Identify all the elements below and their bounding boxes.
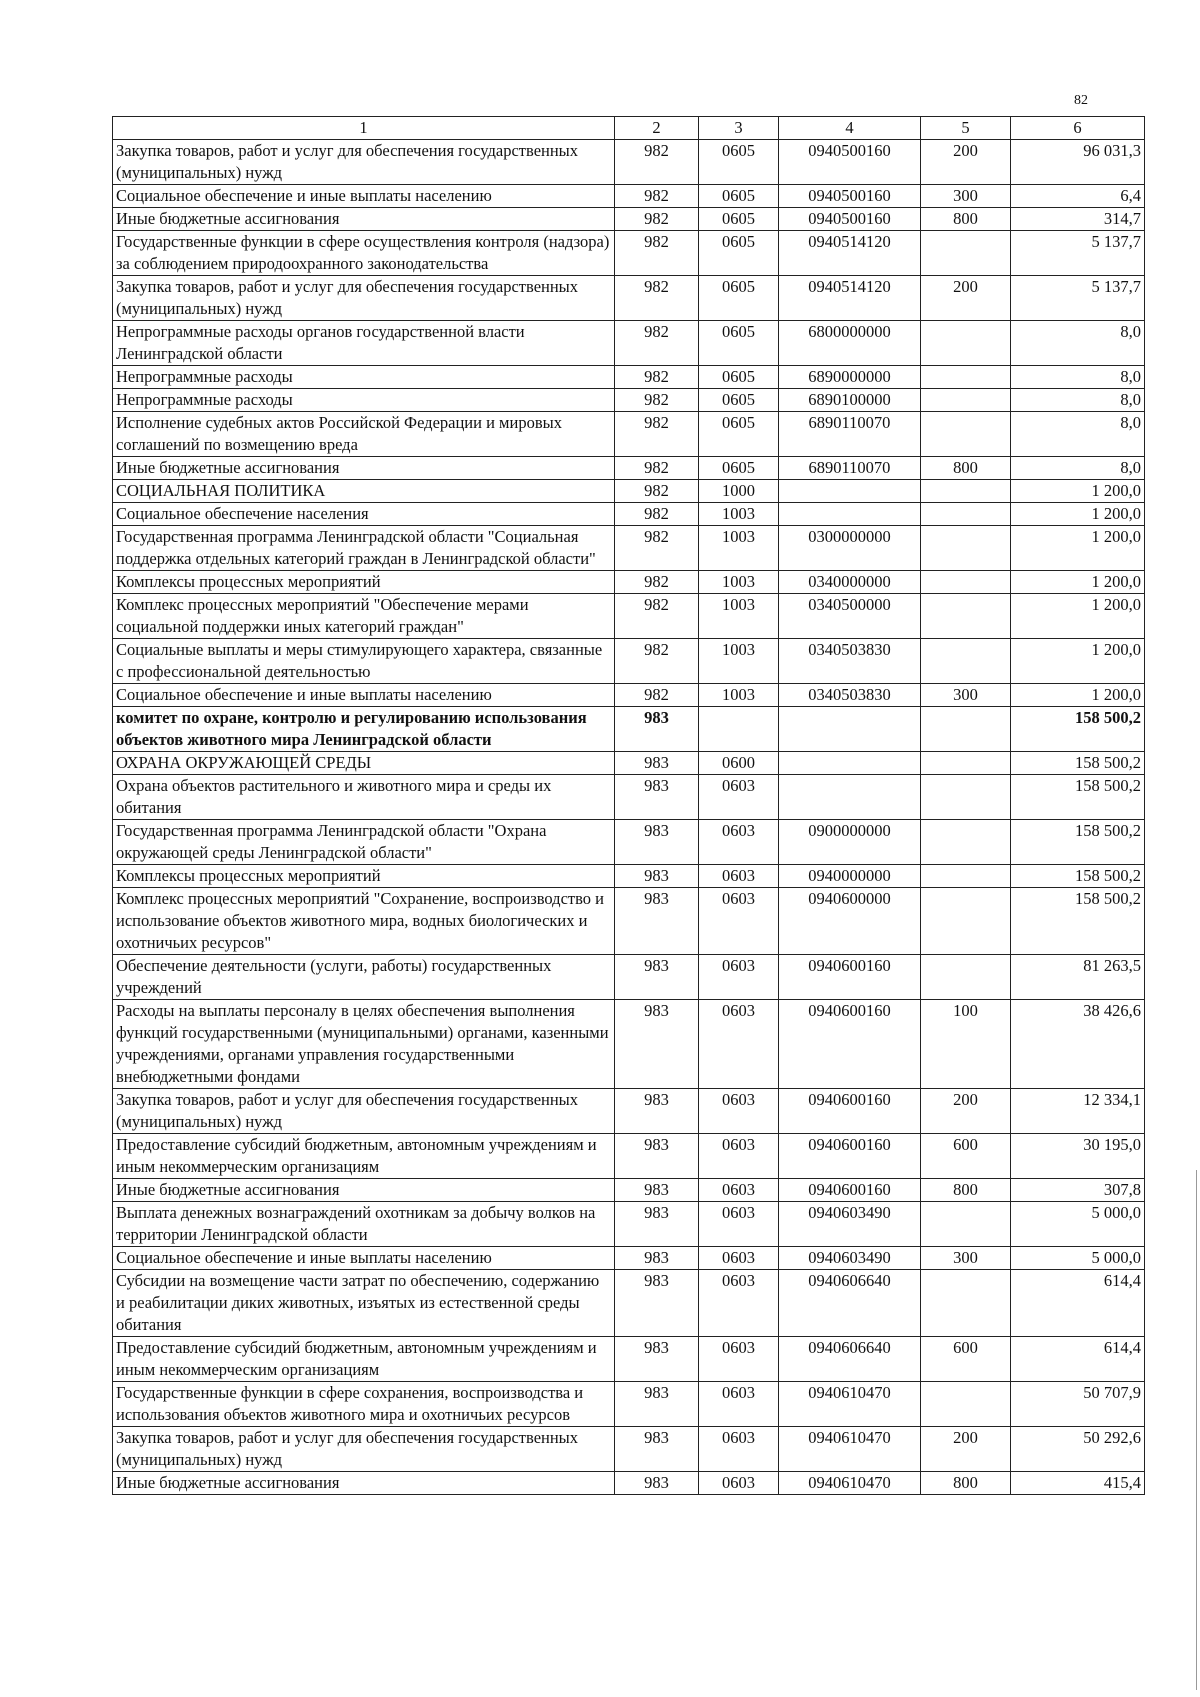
row-article-code-cell: 0940610470 <box>779 1382 921 1427</box>
row-org-code-cell: 982 <box>615 503 699 526</box>
table-row <box>113 185 1145 208</box>
row-org-code-cell: 982 <box>615 526 699 571</box>
row-article-code-cell: 0940514120 <box>779 231 921 276</box>
row-article-code-cell: 0940600160 <box>779 955 921 1000</box>
row-expense-type-cell <box>921 1270 1011 1337</box>
column-header-4: 4 <box>779 117 921 140</box>
row-amount-cell: 1 200,0 <box>1011 684 1145 707</box>
row-section-code-cell: 1003 <box>699 639 779 684</box>
row-section-code-cell: 0603 <box>699 1382 779 1427</box>
row-section-code-cell: 0605 <box>699 389 779 412</box>
row-expense-type-cell <box>921 503 1011 526</box>
row-org-code-cell: 982 <box>615 366 699 389</box>
row-org-code-cell: 982 <box>615 684 699 707</box>
row-org-code-cell: 983 <box>615 752 699 775</box>
row-amount-cell: 8,0 <box>1011 321 1145 366</box>
row-section-code-cell: 0603 <box>699 775 779 820</box>
table-row <box>113 412 1145 457</box>
row-article-code-cell: 0340500000 <box>779 594 921 639</box>
row-article-code-cell: 6890100000 <box>779 389 921 412</box>
row-name-cell: Комплекс процессных мероприятий "Обеспечение мерами социальной поддержки иных категорий граждан" <box>113 594 615 639</box>
row-org-code-cell: 983 <box>615 707 699 752</box>
row-amount-cell: 1 200,0 <box>1011 480 1145 503</box>
row-expense-type-cell: 300 <box>921 185 1011 208</box>
row-org-code-cell: 982 <box>615 276 699 321</box>
row-expense-type-cell: 300 <box>921 1247 1011 1270</box>
row-org-code-cell: 982 <box>615 571 699 594</box>
row-amount-cell: 50 707,9 <box>1011 1382 1145 1427</box>
row-section-code-cell: 0605 <box>699 457 779 480</box>
row-section-code-cell: 0605 <box>699 208 779 231</box>
row-org-code-cell: 982 <box>615 412 699 457</box>
row-article-code-cell: 0340000000 <box>779 571 921 594</box>
row-org-code-cell: 982 <box>615 321 699 366</box>
row-amount-cell: 8,0 <box>1011 366 1145 389</box>
table-row <box>113 865 1145 888</box>
table-row <box>113 1427 1145 1472</box>
row-expense-type-cell <box>921 366 1011 389</box>
row-amount-cell: 614,4 <box>1011 1270 1145 1337</box>
row-org-code-cell: 983 <box>615 1089 699 1134</box>
row-amount-cell: 307,8 <box>1011 1179 1145 1202</box>
row-section-code-cell: 0600 <box>699 752 779 775</box>
row-expense-type-cell: 100 <box>921 1000 1011 1089</box>
row-expense-type-cell: 600 <box>921 1134 1011 1179</box>
row-name-cell: комитет по охране, контролю и регулированию использования объектов животного мира Ленинградской области <box>113 707 615 752</box>
row-article-code-cell: 6890110070 <box>779 457 921 480</box>
table-row <box>113 571 1145 594</box>
table-row <box>113 1089 1145 1134</box>
table-row <box>113 366 1145 389</box>
row-article-code-cell: 0940514120 <box>779 276 921 321</box>
row-section-code-cell: 1003 <box>699 526 779 571</box>
row-section-code-cell: 0605 <box>699 412 779 457</box>
row-amount-cell: 96 031,3 <box>1011 140 1145 185</box>
table-row <box>113 321 1145 366</box>
row-article-code-cell: 0940600160 <box>779 1179 921 1202</box>
row-amount-cell: 158 500,2 <box>1011 820 1145 865</box>
row-name-cell: Социальные выплаты и меры стимулирующего характера, связанные с профессиональной деятельностью <box>113 639 615 684</box>
row-article-code-cell: 6890110070 <box>779 412 921 457</box>
table-row <box>113 684 1145 707</box>
column-header-1: 1 <box>113 117 615 140</box>
row-amount-cell: 38 426,6 <box>1011 1000 1145 1089</box>
row-amount-cell: 50 292,6 <box>1011 1427 1145 1472</box>
row-org-code-cell: 983 <box>615 1270 699 1337</box>
row-section-code-cell: 1003 <box>699 503 779 526</box>
row-section-code-cell: 0605 <box>699 140 779 185</box>
row-name-cell: Государственные функции в сфере сохранения, воспроизводства и использования объектов животного мира и охотничьих ресурсов <box>113 1382 615 1427</box>
row-article-code-cell: 0940606640 <box>779 1337 921 1382</box>
row-article-code-cell: 6800000000 <box>779 321 921 366</box>
row-section-code-cell: 0603 <box>699 1202 779 1247</box>
row-expense-type-cell <box>921 888 1011 955</box>
row-section-code-cell: 0603 <box>699 888 779 955</box>
row-article-code-cell: 0940000000 <box>779 865 921 888</box>
row-article-code-cell <box>779 752 921 775</box>
row-expense-type-cell <box>921 231 1011 276</box>
row-article-code-cell <box>779 775 921 820</box>
row-org-code-cell: 983 <box>615 888 699 955</box>
row-expense-type-cell <box>921 639 1011 684</box>
row-name-cell: СОЦИАЛЬНАЯ ПОЛИТИКА <box>113 480 615 503</box>
row-name-cell: Государственная программа Ленинградской области "Охрана окружающей среды Ленинградской области" <box>113 820 615 865</box>
table-row <box>113 457 1145 480</box>
row-name-cell: Исполнение судебных актов Российской Федерации и мировых соглашений по возмещению вреда <box>113 412 615 457</box>
table-row <box>113 1000 1145 1089</box>
row-expense-type-cell <box>921 1382 1011 1427</box>
table-row <box>113 1270 1145 1337</box>
table-row <box>113 1202 1145 1247</box>
row-org-code-cell: 983 <box>615 955 699 1000</box>
row-section-code-cell <box>699 707 779 752</box>
column-header-5: 5 <box>921 117 1011 140</box>
row-name-cell: Комплекс процессных мероприятий "Сохранение, воспроизводство и использование объектов животного мира, водных биологических и охотничьих ресурсов" <box>113 888 615 955</box>
row-name-cell: Социальное обеспечение и иные выплаты населению <box>113 684 615 707</box>
table-row <box>113 955 1145 1000</box>
row-section-code-cell: 1003 <box>699 594 779 639</box>
row-section-code-cell: 0603 <box>699 1427 779 1472</box>
row-section-code-cell: 0603 <box>699 1472 779 1495</box>
row-amount-cell: 12 334,1 <box>1011 1089 1145 1134</box>
table-row <box>113 820 1145 865</box>
row-article-code-cell: 0940610470 <box>779 1427 921 1472</box>
row-name-cell: Закупка товаров, работ и услуг для обеспечения государственных (муниципальных) нужд <box>113 140 615 185</box>
row-amount-cell: 614,4 <box>1011 1337 1145 1382</box>
row-article-code-cell: 0940600160 <box>779 1000 921 1089</box>
row-expense-type-cell <box>921 480 1011 503</box>
row-org-code-cell: 983 <box>615 1427 699 1472</box>
row-expense-type-cell: 200 <box>921 1427 1011 1472</box>
row-amount-cell: 8,0 <box>1011 457 1145 480</box>
table-row <box>113 231 1145 276</box>
row-amount-cell: 1 200,0 <box>1011 639 1145 684</box>
row-article-code-cell: 0940500160 <box>779 185 921 208</box>
row-article-code-cell: 0340503830 <box>779 684 921 707</box>
table-row <box>113 1134 1145 1179</box>
row-org-code-cell: 983 <box>615 1472 699 1495</box>
header-row <box>113 117 1145 140</box>
row-amount-cell: 1 200,0 <box>1011 594 1145 639</box>
page-number: 82 <box>1074 93 1088 108</box>
row-section-code-cell: 0605 <box>699 366 779 389</box>
row-name-cell: ОХРАНА ОКРУЖАЮЩЕЙ СРЕДЫ <box>113 752 615 775</box>
row-name-cell: Предоставление субсидий бюджетным, автономным учреждениям и иным некоммерческим организациям <box>113 1337 615 1382</box>
row-expense-type-cell <box>921 955 1011 1000</box>
row-org-code-cell: 983 <box>615 1134 699 1179</box>
row-name-cell: Предоставление субсидий бюджетным, автономным учреждениям и иным некоммерческим организациям <box>113 1134 615 1179</box>
row-org-code-cell: 982 <box>615 231 699 276</box>
row-article-code-cell: 0940610470 <box>779 1472 921 1495</box>
row-article-code-cell <box>779 480 921 503</box>
table-row <box>113 707 1145 752</box>
row-org-code-cell: 983 <box>615 1000 699 1089</box>
row-org-code-cell: 982 <box>615 639 699 684</box>
row-name-cell: Субсидии на возмещение части затрат по обеспечению, содержанию и реабилитации диких животных, изъятых из естественной среды обитания <box>113 1270 615 1337</box>
row-org-code-cell: 982 <box>615 480 699 503</box>
row-amount-cell: 158 500,2 <box>1011 752 1145 775</box>
column-header-2: 2 <box>615 117 699 140</box>
row-article-code-cell: 0340503830 <box>779 639 921 684</box>
row-section-code-cell: 1003 <box>699 684 779 707</box>
row-amount-cell: 81 263,5 <box>1011 955 1145 1000</box>
row-amount-cell: 1 200,0 <box>1011 571 1145 594</box>
row-article-code-cell: 0940603490 <box>779 1247 921 1270</box>
row-article-code-cell: 6890000000 <box>779 366 921 389</box>
column-header-3: 3 <box>699 117 779 140</box>
row-article-code-cell <box>779 707 921 752</box>
table-row <box>113 888 1145 955</box>
row-name-cell: Закупка товаров, работ и услуг для обеспечения государственных (муниципальных) нужд <box>113 1427 615 1472</box>
row-name-cell: Расходы на выплаты персоналу в целях обеспечения выполнения функций государственными (муниципальными) органами, казенными учреждениями, органами управления государственными внебюджетными фондами <box>113 1000 615 1089</box>
row-expense-type-cell: 200 <box>921 276 1011 321</box>
row-org-code-cell: 983 <box>615 820 699 865</box>
row-name-cell: Государственная программа Ленинградской области "Социальная поддержка отдельных категорий граждан в Ленинградской области" <box>113 526 615 571</box>
row-name-cell: Охрана объектов растительного и животного мира и среды их обитания <box>113 775 615 820</box>
row-expense-type-cell: 200 <box>921 140 1011 185</box>
row-name-cell: Иные бюджетные ассигнования <box>113 1179 615 1202</box>
row-expense-type-cell <box>921 389 1011 412</box>
row-name-cell: Непрограммные расходы органов государственной власти Ленинградской области <box>113 321 615 366</box>
row-article-code-cell: 0300000000 <box>779 526 921 571</box>
table-row <box>113 594 1145 639</box>
row-section-code-cell: 0605 <box>699 321 779 366</box>
row-amount-cell: 5 137,7 <box>1011 231 1145 276</box>
row-expense-type-cell: 600 <box>921 1337 1011 1382</box>
row-name-cell: Комплексы процессных мероприятий <box>113 865 615 888</box>
row-name-cell: Комплексы процессных мероприятий <box>113 571 615 594</box>
row-amount-cell: 314,7 <box>1011 208 1145 231</box>
table-row <box>113 752 1145 775</box>
row-section-code-cell: 0603 <box>699 1089 779 1134</box>
row-amount-cell: 6,4 <box>1011 185 1145 208</box>
row-name-cell: Иные бюджетные ассигнования <box>113 208 615 231</box>
row-name-cell: Социальное обеспечение населения <box>113 503 615 526</box>
row-article-code-cell: 0900000000 <box>779 820 921 865</box>
row-expense-type-cell <box>921 752 1011 775</box>
row-expense-type-cell <box>921 321 1011 366</box>
row-amount-cell: 5 137,7 <box>1011 276 1145 321</box>
row-amount-cell: 1 200,0 <box>1011 526 1145 571</box>
row-amount-cell: 158 500,2 <box>1011 888 1145 955</box>
scan-edge-mark <box>1196 1170 1197 1690</box>
row-article-code-cell: 0940600160 <box>779 1089 921 1134</box>
row-expense-type-cell: 800 <box>921 1472 1011 1495</box>
table-row <box>113 480 1145 503</box>
row-section-code-cell: 0603 <box>699 820 779 865</box>
row-org-code-cell: 983 <box>615 1382 699 1427</box>
row-section-code-cell: 0603 <box>699 865 779 888</box>
table-row <box>113 1247 1145 1270</box>
row-amount-cell: 8,0 <box>1011 389 1145 412</box>
column-header-6: 6 <box>1011 117 1145 140</box>
table-row <box>113 276 1145 321</box>
table-row <box>113 639 1145 684</box>
row-article-code-cell: 0940603490 <box>779 1202 921 1247</box>
row-article-code-cell: 0940606640 <box>779 1270 921 1337</box>
row-name-cell: Закупка товаров, работ и услуг для обеспечения государственных (муниципальных) нужд <box>113 276 615 321</box>
table-row <box>113 389 1145 412</box>
row-name-cell: Иные бюджетные ассигнования <box>113 457 615 480</box>
row-expense-type-cell <box>921 865 1011 888</box>
table-row <box>113 1472 1145 1495</box>
row-org-code-cell: 982 <box>615 140 699 185</box>
row-expense-type-cell <box>921 820 1011 865</box>
row-section-code-cell: 0603 <box>699 1247 779 1270</box>
row-expense-type-cell <box>921 707 1011 752</box>
row-name-cell: Непрограммные расходы <box>113 366 615 389</box>
row-article-code-cell: 0940600160 <box>779 1134 921 1179</box>
row-amount-cell: 415,4 <box>1011 1472 1145 1495</box>
row-name-cell: Непрограммные расходы <box>113 389 615 412</box>
row-section-code-cell: 0603 <box>699 1000 779 1089</box>
row-name-cell: Обеспечение деятельности (услуги, работы) государственных учреждений <box>113 955 615 1000</box>
row-name-cell: Закупка товаров, работ и услуг для обеспечения государственных (муниципальных) нужд <box>113 1089 615 1134</box>
row-org-code-cell: 982 <box>615 594 699 639</box>
budget-table <box>112 116 1145 1495</box>
row-expense-type-cell <box>921 775 1011 820</box>
row-expense-type-cell <box>921 594 1011 639</box>
row-section-code-cell: 0605 <box>699 185 779 208</box>
row-amount-cell: 158 500,2 <box>1011 707 1145 752</box>
table-row <box>113 775 1145 820</box>
row-section-code-cell: 0603 <box>699 1337 779 1382</box>
row-name-cell: Социальное обеспечение и иные выплаты населению <box>113 185 615 208</box>
row-amount-cell: 30 195,0 <box>1011 1134 1145 1179</box>
row-article-code-cell <box>779 503 921 526</box>
table-row <box>113 140 1145 185</box>
row-amount-cell: 8,0 <box>1011 412 1145 457</box>
row-org-code-cell: 982 <box>615 389 699 412</box>
table-body <box>113 140 1145 1495</box>
row-org-code-cell: 983 <box>615 1179 699 1202</box>
table-row <box>113 1337 1145 1382</box>
row-section-code-cell: 0603 <box>699 955 779 1000</box>
row-org-code-cell: 983 <box>615 1202 699 1247</box>
table-row <box>113 503 1145 526</box>
row-org-code-cell: 982 <box>615 457 699 480</box>
row-org-code-cell: 982 <box>615 185 699 208</box>
row-expense-type-cell <box>921 571 1011 594</box>
table-row <box>113 208 1145 231</box>
row-org-code-cell: 983 <box>615 1247 699 1270</box>
row-expense-type-cell <box>921 1202 1011 1247</box>
row-org-code-cell: 983 <box>615 865 699 888</box>
row-expense-type-cell: 800 <box>921 208 1011 231</box>
row-expense-type-cell: 800 <box>921 1179 1011 1202</box>
row-amount-cell: 158 500,2 <box>1011 865 1145 888</box>
row-org-code-cell: 983 <box>615 775 699 820</box>
row-name-cell: Иные бюджетные ассигнования <box>113 1472 615 1495</box>
row-amount-cell: 5 000,0 <box>1011 1202 1145 1247</box>
row-org-code-cell: 982 <box>615 208 699 231</box>
row-article-code-cell: 0940500160 <box>779 140 921 185</box>
row-expense-type-cell <box>921 526 1011 571</box>
row-name-cell: Выплата денежных вознаграждений охотникам за добычу волков на территории Ленинградской области <box>113 1202 615 1247</box>
row-expense-type-cell: 800 <box>921 457 1011 480</box>
row-section-code-cell: 1000 <box>699 480 779 503</box>
row-section-code-cell: 0603 <box>699 1270 779 1337</box>
row-expense-type-cell: 300 <box>921 684 1011 707</box>
row-expense-type-cell <box>921 412 1011 457</box>
row-section-code-cell: 1003 <box>699 571 779 594</box>
row-article-code-cell: 0940500160 <box>779 208 921 231</box>
row-section-code-cell: 0603 <box>699 1134 779 1179</box>
row-amount-cell: 1 200,0 <box>1011 503 1145 526</box>
table-row <box>113 1179 1145 1202</box>
row-section-code-cell: 0605 <box>699 231 779 276</box>
row-name-cell: Государственные функции в сфере осуществления контроля (надзора) за соблюдением природоохранного законодательства <box>113 231 615 276</box>
table-row <box>113 526 1145 571</box>
table-row <box>113 1382 1145 1427</box>
row-section-code-cell: 0605 <box>699 276 779 321</box>
row-amount-cell: 5 000,0 <box>1011 1247 1145 1270</box>
row-name-cell: Социальное обеспечение и иные выплаты населению <box>113 1247 615 1270</box>
row-org-code-cell: 983 <box>615 1337 699 1382</box>
row-expense-type-cell: 200 <box>921 1089 1011 1134</box>
row-amount-cell: 158 500,2 <box>1011 775 1145 820</box>
row-section-code-cell: 0603 <box>699 1179 779 1202</box>
row-article-code-cell: 0940600000 <box>779 888 921 955</box>
